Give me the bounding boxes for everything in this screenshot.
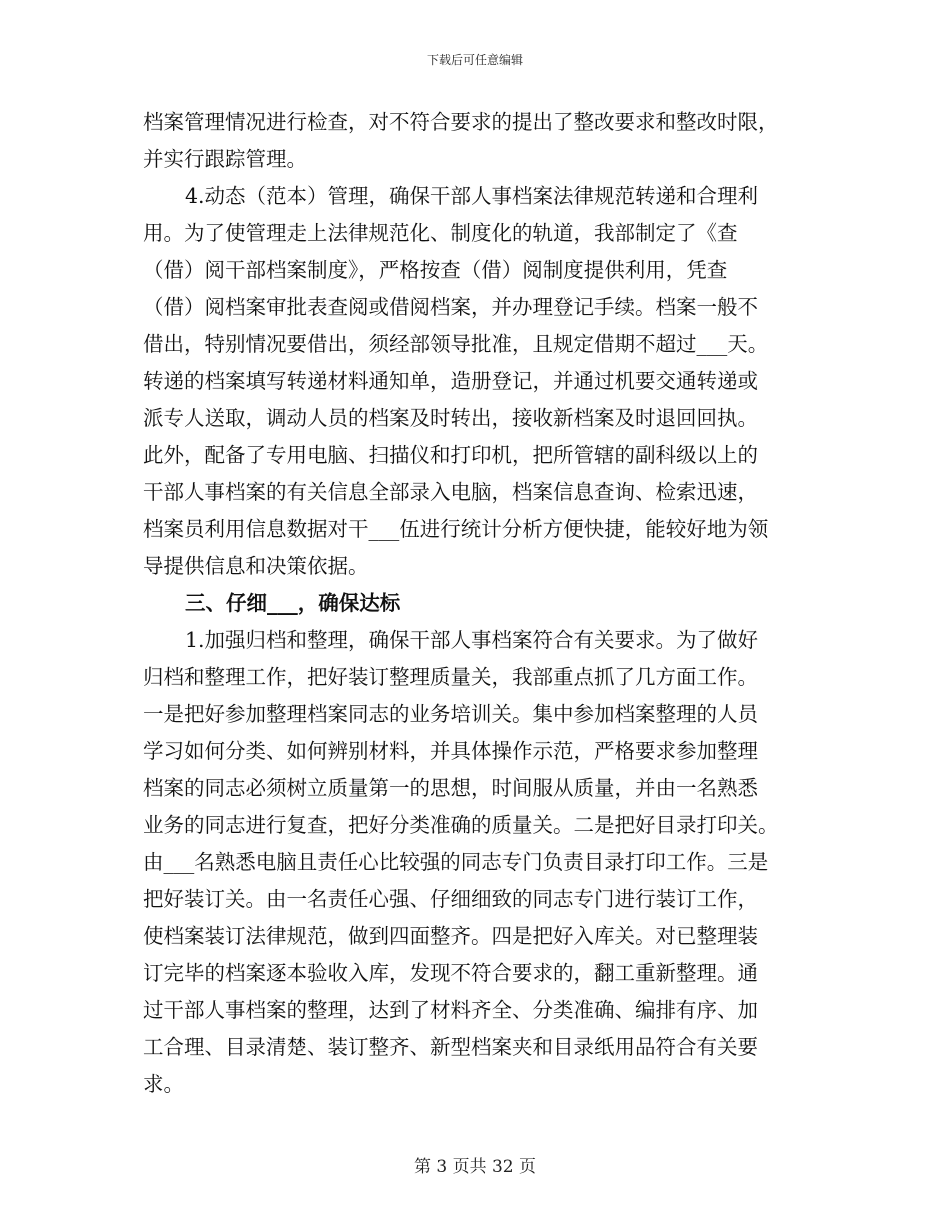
body-line: 干部人事档案的有关信息全部录入电脑，档案信息查询、检索迅速，: [143, 480, 758, 504]
section-heading: 三、仔细___，确保达标: [185, 591, 401, 615]
body-line: 并实行跟踪管理。: [143, 147, 307, 171]
body-line: 档案员利用信息数据对干___伍进行统计分析方便快捷，能较好地为领: [143, 517, 769, 541]
body-line: 业务的同志进行复查，把好分类准确的质量关。二是把好目录打印关。: [143, 813, 779, 837]
body-line: 1.加强归档和整理，确保干部人事档案符合有关要求。为了做好: [185, 628, 759, 652]
body-line: 档案管理情况进行检查，对不符合要求的提出了整改要求和整改时限，: [143, 110, 779, 134]
body-line: 学习如何分类、如何辨别材料，并具体操作示范，严格要求参加整理: [143, 739, 758, 763]
body-line: 归档和整理工作，把好装订整理质量关，我部重点抓了几方面工作。: [143, 665, 758, 689]
body-line: 导提供信息和决策依据。: [143, 554, 369, 578]
body-line: 过干部人事档案的整理，达到了材料齐全、分类准确、编排有序、加: [143, 998, 758, 1022]
body-line: 档案的同志必须树立质量第一的思想，时间服从质量，并由一名熟悉: [143, 776, 758, 800]
body-line: 把好装订关。由一名责任心强、仔细细致的同志专门进行装订工作，: [143, 887, 758, 911]
body-line: 转递的档案填写转递材料通知单，造册登记，并通过机要交通转递或: [143, 369, 758, 393]
page-header: 下载后可任意编辑: [426, 53, 523, 67]
document-body: [143, 104, 811, 1103]
body-line: （借）阅干部档案制度》，严格按查（借）阅制度提供利用，凭查: [143, 258, 728, 282]
page-footer: 第 3 页共 32 页: [413, 1157, 537, 1177]
body-line: 4.动态（范本）管理，确保干部人事档案法律规范转递和合理利: [185, 184, 759, 208]
body-line: 借出，特别情况要借出，须经部领导批准，且规定借期不超过___天。: [143, 332, 769, 356]
body-line: 用。为了使管理走上法律规范化、制度化的轨道，我部制定了《查: [143, 221, 738, 245]
body-line: 求。: [143, 1072, 184, 1096]
body-line: 使档案装订法律规范，做到四面整齐。四是把好入库关。对已整理装: [143, 924, 758, 948]
body-line: （借）阅档案审批表查阅或借阅档案，并办理登记手续。档案一般不: [143, 295, 758, 319]
body-line: 派专人送取，调动人员的档案及时转出，接收新档案及时退回回执。: [143, 406, 758, 430]
body-line: 由___名熟悉电脑且责任心比较强的同志专门负责目录打印工作。三是: [143, 850, 769, 874]
body-line: 订完毕的档案逐本验收入库，发现不符合要求的，翻工重新整理。通: [143, 961, 758, 985]
body-line: 工合理、目录清楚、装订整齐、新型档案夹和目录纸用品符合有关要: [143, 1035, 758, 1059]
body-line: 此外，配备了专用电脑、扫描仪和打印机，把所管辖的副科级以上的: [143, 443, 758, 467]
body-line: 一是把好参加整理档案同志的业务培训关。集中参加档案整理的人员: [143, 702, 758, 726]
